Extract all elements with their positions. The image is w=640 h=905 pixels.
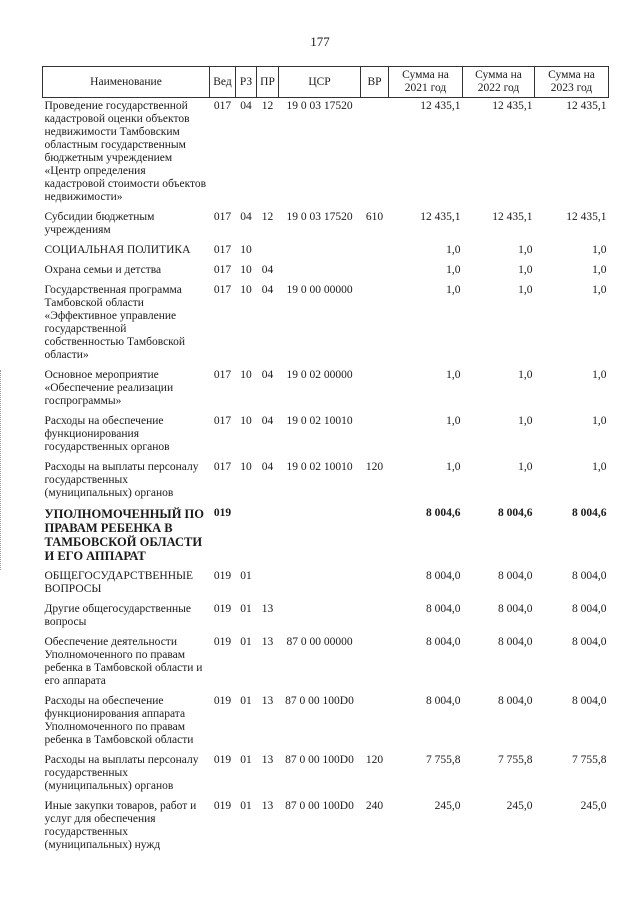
margin-mark — [0, 370, 3, 570]
table-row — [43, 262, 609, 282]
cell-sum-2023: 8 004,0 — [572, 603, 607, 615]
cell-rz: 10 — [240, 264, 252, 276]
cell-pr — [257, 568, 279, 601]
cell-csr: 87 0 00 100D0 — [285, 695, 354, 707]
header-rz: РЗ — [236, 67, 257, 98]
cell-ved: 017 — [213, 264, 232, 276]
cell-sum-2023: 7 755,8 — [572, 754, 607, 766]
table-row — [43, 693, 609, 752]
cell-sum-2023: 12 435,1 — [566, 100, 607, 112]
cell-name: Охрана семьи и детства — [44, 264, 162, 276]
cell-ved: 017 — [213, 461, 232, 473]
cell-sum-2022: 12 435,1 — [492, 100, 533, 112]
cell-ved: 017 — [213, 415, 232, 427]
cell-vr — [361, 568, 389, 601]
cell-name: Проведение государственной кадастровой оценки объектов недвижимости Тамбовским областным государственным бюджетным учреждением «Центр определения кадастровой стоимости объектов недвижимости» — [44, 100, 207, 203]
cell-vr — [361, 693, 389, 752]
cell-rz: 01 — [240, 800, 252, 812]
cell-pr: 04 — [261, 369, 274, 381]
cell-ved: 019 — [213, 636, 232, 648]
cell-ved: 019 — [213, 507, 232, 519]
table-row — [43, 568, 609, 601]
cell-csr — [279, 601, 361, 634]
cell-pr: 13 — [261, 695, 274, 707]
cell-sum-2023: 8 004,0 — [572, 570, 607, 582]
cell-sum-2021: 1,0 — [446, 264, 461, 276]
cell-csr: 19 0 03 17520 — [286, 211, 353, 223]
cell-sum-2023: 1,0 — [592, 415, 607, 427]
cell-vr: 120 — [365, 754, 384, 766]
cell-name: Другие общегосударственные вопросы — [44, 603, 191, 628]
table-row — [43, 367, 609, 413]
cell-name: Обеспечение деятельности Уполномоченного по правам ребенка в Тамбовской области и его аппарата — [44, 636, 203, 687]
cell-vr — [361, 242, 389, 262]
cell-pr: 13 — [261, 800, 274, 812]
cell-csr — [279, 242, 361, 262]
cell-sum-2022: 8 004,6 — [498, 507, 533, 519]
table-row — [43, 413, 609, 459]
cell-sum-2021: 1,0 — [446, 244, 461, 256]
cell-rz: 10 — [240, 369, 252, 381]
cell-pr: 13 — [261, 603, 274, 615]
cell-sum-2022: 1,0 — [518, 244, 533, 256]
cell-vr — [361, 505, 389, 568]
cell-name: Государственная программа Тамбовской области «Эффективное управление государственной собственностью Тамбовской области» — [44, 284, 186, 361]
cell-sum-2022: 1,0 — [518, 369, 533, 381]
cell-pr: 12 — [261, 211, 274, 223]
cell-ved: 019 — [213, 570, 232, 582]
header-sum-2021: Сумма на 2021 год — [389, 67, 463, 98]
cell-vr — [361, 601, 389, 634]
cell-sum-2023: 1,0 — [592, 264, 607, 276]
cell-sum-2022: 1,0 — [518, 284, 533, 296]
table-header-row — [43, 67, 609, 98]
cell-rz: 04 — [240, 211, 252, 223]
cell-sum-2022: 8 004,0 — [498, 695, 533, 707]
budget-table — [42, 66, 609, 857]
cell-sum-2023: 8 004,6 — [572, 507, 607, 519]
cell-sum-2021: 1,0 — [446, 415, 461, 427]
cell-pr: 04 — [261, 461, 274, 473]
table-body — [43, 98, 609, 858]
table-row — [43, 209, 609, 242]
cell-sum-2021: 8 004,0 — [426, 695, 461, 707]
cell-rz: 10 — [240, 415, 252, 427]
cell-ved: 019 — [213, 603, 232, 615]
cell-vr — [361, 634, 389, 693]
cell-name: Расходы на выплаты персоналу государственных (муниципальных) органов — [44, 461, 199, 499]
cell-csr — [279, 505, 361, 568]
table-row — [43, 242, 609, 262]
cell-rz: 01 — [240, 636, 252, 648]
cell-name: Основное мероприятие «Обеспечение реализации госпрограммы» — [44, 369, 174, 407]
cell-sum-2023: 1,0 — [592, 284, 607, 296]
cell-pr: 13 — [261, 636, 274, 648]
cell-sum-2021: 1,0 — [446, 461, 461, 473]
cell-sum-2023: 12 435,1 — [566, 211, 607, 223]
cell-pr — [257, 242, 279, 262]
cell-name: ОБЩЕГОСУДАРСТВЕННЫЕ ВОПРОСЫ — [44, 570, 194, 595]
cell-vr — [361, 262, 389, 282]
cell-rz: 04 — [240, 100, 252, 112]
cell-sum-2023: 1,0 — [592, 461, 607, 473]
cell-sum-2021: 8 004,0 — [426, 603, 461, 615]
cell-sum-2021: 7 755,8 — [426, 754, 461, 766]
header-name: Наименование — [43, 67, 210, 98]
cell-ved: 017 — [213, 244, 232, 256]
table-row — [43, 752, 609, 798]
header-ved: Вед — [210, 67, 236, 98]
cell-ved: 017 — [213, 211, 232, 223]
cell-name: СОЦИАЛЬНАЯ ПОЛИТИКА — [44, 244, 191, 256]
cell-rz — [236, 505, 257, 568]
cell-sum-2022: 245,0 — [506, 800, 533, 812]
cell-sum-2023: 1,0 — [592, 369, 607, 381]
cell-sum-2021: 12 435,1 — [420, 100, 461, 112]
table-row — [43, 98, 609, 210]
cell-sum-2022: 12 435,1 — [492, 211, 533, 223]
cell-vr: 610 — [365, 211, 384, 223]
cell-sum-2022: 8 004,0 — [498, 636, 533, 648]
header-csr: ЦСР — [279, 67, 361, 98]
cell-csr: 19 0 02 10010 — [286, 415, 353, 427]
cell-ved: 017 — [213, 369, 232, 381]
cell-name: Расходы на обеспечение функционирования государственных органов — [44, 415, 170, 453]
cell-rz: 01 — [240, 603, 252, 615]
cell-pr: 04 — [261, 284, 274, 296]
cell-pr — [257, 505, 279, 568]
cell-csr: 19 0 02 10010 — [286, 461, 353, 473]
cell-pr: 04 — [261, 415, 274, 427]
cell-sum-2022: 1,0 — [518, 461, 533, 473]
cell-pr: 12 — [261, 100, 274, 112]
cell-csr: 87 0 00 00000 — [286, 636, 353, 648]
cell-vr: 240 — [365, 800, 384, 812]
table-row — [43, 505, 609, 568]
cell-sum-2022: 8 004,0 — [498, 603, 533, 615]
cell-ved: 019 — [213, 754, 232, 766]
cell-sum-2021: 245,0 — [434, 800, 461, 812]
cell-name: Иные закупки товаров, работ и услуг для обеспечения государственных (муниципальных) нужд — [44, 800, 197, 851]
cell-name: Расходы на обеспечение функционирования аппарата Уполномоченного по правам ребенка в Тамбовской области — [44, 695, 194, 746]
cell-csr: 87 0 00 100D0 — [285, 800, 354, 812]
table-row — [43, 282, 609, 367]
cell-ved: 019 — [213, 800, 232, 812]
cell-rz: 10 — [240, 244, 252, 256]
table-row — [43, 459, 609, 505]
cell-name: Субсидии бюджетным учреждениям — [44, 211, 155, 236]
cell-sum-2021: 8 004,0 — [426, 570, 461, 582]
cell-vr: 120 — [365, 461, 384, 473]
cell-rz: 01 — [240, 695, 252, 707]
cell-csr: 19 0 02 00000 — [286, 369, 353, 381]
cell-sum-2021: 1,0 — [446, 369, 461, 381]
table-row — [43, 634, 609, 693]
cell-name: Расходы на выплаты персоналу государственных (муниципальных) органов — [44, 754, 199, 792]
cell-pr: 04 — [261, 264, 274, 276]
cell-csr: 19 0 00 00000 — [286, 284, 353, 296]
cell-sum-2022: 1,0 — [518, 415, 533, 427]
cell-csr: 19 0 03 17520 — [286, 100, 353, 112]
cell-sum-2022: 1,0 — [518, 264, 533, 276]
cell-ved: 019 — [213, 695, 232, 707]
cell-vr — [361, 367, 389, 413]
cell-sum-2023: 245,0 — [580, 800, 607, 812]
cell-rz: 10 — [240, 461, 252, 473]
cell-csr — [279, 262, 361, 282]
page-number: 177 — [310, 34, 330, 49]
cell-rz: 10 — [240, 284, 252, 296]
header-sum-2022: Сумма на 2022 год — [463, 67, 535, 98]
cell-csr: 87 0 00 100D0 — [285, 754, 354, 766]
cell-vr — [361, 413, 389, 459]
cell-rz: 01 — [240, 570, 252, 582]
table-row — [43, 798, 609, 857]
cell-vr — [361, 282, 389, 367]
cell-sum-2023: 1,0 — [592, 244, 607, 256]
cell-sum-2023: 8 004,0 — [572, 636, 607, 648]
cell-sum-2021: 1,0 — [446, 284, 461, 296]
header-vr: ВР — [361, 67, 389, 98]
cell-ved: 017 — [213, 284, 232, 296]
cell-rz: 01 — [240, 754, 252, 766]
cell-name: УПОЛНОМОЧЕННЫЙ ПО ПРАВАМ РЕБЕНКА В ТАМБОВСКОЙ ОБЛАСТИ И ЕГО АППАРАТ — [44, 507, 204, 563]
cell-sum-2021: 12 435,1 — [420, 211, 461, 223]
header-pr: ПР — [257, 67, 279, 98]
cell-ved: 017 — [213, 100, 232, 112]
cell-sum-2021: 8 004,6 — [426, 507, 461, 519]
cell-sum-2021: 8 004,0 — [426, 636, 461, 648]
cell-sum-2022: 8 004,0 — [498, 570, 533, 582]
cell-vr — [361, 98, 389, 210]
cell-sum-2023: 8 004,0 — [572, 695, 607, 707]
table-row — [43, 601, 609, 634]
cell-pr: 13 — [261, 754, 274, 766]
cell-csr — [279, 568, 361, 601]
header-sum-2023: Сумма на 2023 год — [535, 67, 609, 98]
cell-sum-2022: 7 755,8 — [498, 754, 533, 766]
